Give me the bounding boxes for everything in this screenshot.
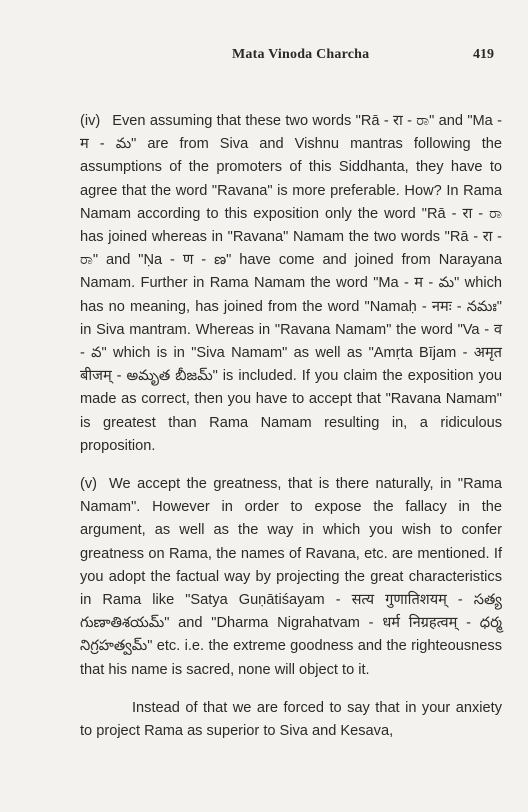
page-number: 419 [473,47,494,62]
paragraph-continuation [80,697,502,743]
paragraph-text: We accept the greatness, that is there naturally, in "Rama Namam". However in order to expose the fallacy in the argument, as well as the way in which you wish to confer greatness on Rama, the names of Ravana, etc. are mentioned. If you adopt the factual way by projecting the great characteristics in Rama like "Satya Guṇātiśayam - सत्य गुणातिशयम् - సత్య గుణాతిశయమ్" and "Dharma Nigrahatvam - धर्म निग्रहत्वम् - ధర్మ నిగ్రహత్వమ్" etc. i.e. the extreme goodness and the righteousness that his name is sacred, none will object to it. [80,476,502,678]
paragraph-text: Instead of that we are forced to say that in your anxiety to project Rama as superior to Siva and Kesava, [80,699,502,740]
paragraph-label: (iv) [80,113,101,129]
body-text [80,110,502,743]
page-header [232,47,494,67]
paragraph-v [80,473,502,682]
running-title: Mata Vinoda Charcha [232,47,370,62]
paragraph-iv [80,110,502,458]
paragraph-label: (v) [80,476,98,493]
paragraph-text: Even assuming that these two words "Rā - रा - ರಾ" and "Ma - म - మ" are from Siva and Vishnu mantras following the assumptions of the promoters of this Siddhanta, they have to agree that the word "Ravana" is more preferable. How? In Rama Namam according to this exposition only the word "Rā - रा - ರಾ has joined whereas in "Ravana" Namam the two words "Rā - रा - ರಾ" and "Ṇa - ण - ణ" have come and joined from Narayana Namam. Further in Rama Namam the word "Ma - म - మ" which has no meaning, has joined from the word "Namaḥ - नमः - నమః" in Siva mantram. Whereas in "Ravana Namam" the word "Va - व - వ" which is in "Siva Namam" as well as "Amṛta Bījam - अमृत बीजम् - అమృత బీజమ్" is included. If you claim the exposition you made as correct, then you have to accept that "Ravana Namam" is greatest than Rama Namam resulting in, a ridiculous proposition. [80,113,502,454]
